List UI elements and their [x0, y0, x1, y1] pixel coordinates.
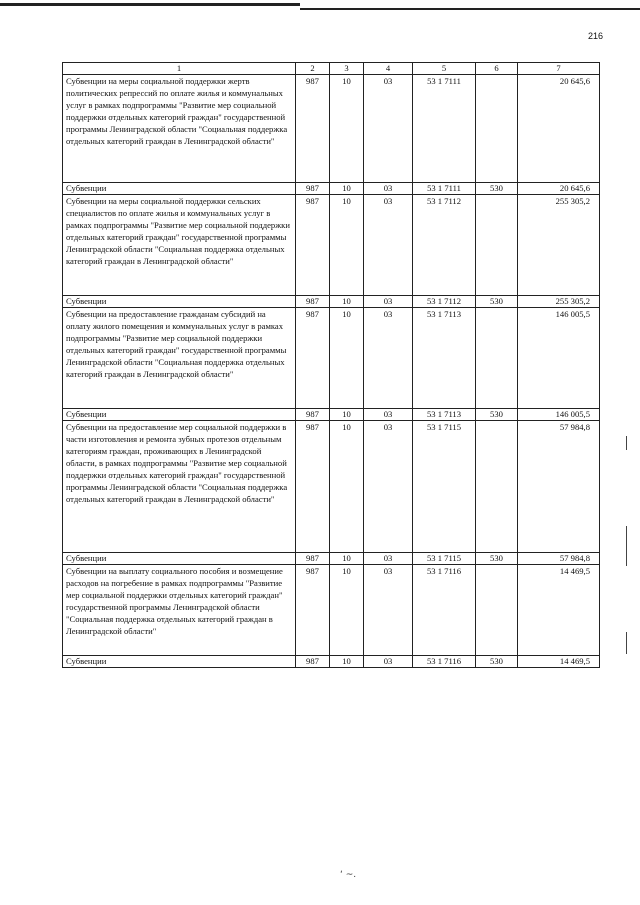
column-header: 1	[63, 63, 296, 75]
table-row	[63, 421, 600, 553]
cell-code-6: 530	[476, 409, 518, 421]
cell-code-6	[476, 75, 518, 183]
row-description: Субвенции	[63, 656, 296, 668]
cell-amount: 255 305,2	[518, 296, 600, 308]
cell-code-2: 987	[296, 308, 330, 409]
cell-amount: 20 645,6	[518, 75, 600, 183]
cell-code-3: 10	[330, 656, 364, 668]
cell-code-5: 53 1 7112	[413, 296, 476, 308]
cell-code-2: 987	[296, 553, 330, 565]
cell-code-3: 10	[330, 75, 364, 183]
row-description: Субвенции на меры социальной поддержки сельских специалистов по оплате жилья и коммунальных услуг в рамках подпрограммы "Развитие мер социальной поддержки отдельных категорий граждан" государственной программы Ленинградской области "Социальная поддержка отдельных категорий граждан в Ленинградской области"	[63, 195, 296, 296]
row-description: Субвенции	[63, 409, 296, 421]
cell-code-4: 03	[364, 421, 413, 553]
cell-amount: 57 984,8	[518, 553, 600, 565]
cell-code-5: 53 1 7115	[413, 421, 476, 553]
scan-margin-mark	[626, 526, 627, 566]
cell-code-6: 530	[476, 656, 518, 668]
cell-amount: 14 469,5	[518, 565, 600, 656]
cell-code-3: 10	[330, 421, 364, 553]
cell-code-5: 53 1 7112	[413, 195, 476, 296]
top-border-rule	[0, 3, 300, 6]
cell-code-6	[476, 565, 518, 656]
cell-code-5: 53 1 7115	[413, 553, 476, 565]
cell-code-6: 530	[476, 183, 518, 195]
cell-code-3: 10	[330, 183, 364, 195]
cell-code-5: 53 1 7113	[413, 409, 476, 421]
cell-amount: 14 469,5	[518, 656, 600, 668]
cell-code-4: 03	[364, 183, 413, 195]
column-header: 4	[364, 63, 413, 75]
cell-code-4: 03	[364, 308, 413, 409]
column-header: 5	[413, 63, 476, 75]
row-description: Субвенции	[63, 553, 296, 565]
table-row	[63, 183, 600, 195]
cell-code-3: 10	[330, 565, 364, 656]
column-header: 6	[476, 63, 518, 75]
scan-margin-mark	[626, 632, 627, 654]
cell-code-4: 03	[364, 656, 413, 668]
page-number: 216	[588, 31, 604, 41]
scan-speck: ‘ ~.	[340, 870, 357, 880]
table-row	[63, 409, 600, 421]
cell-code-6: 530	[476, 553, 518, 565]
cell-code-2: 987	[296, 421, 330, 553]
row-description: Субвенции на выплату социального пособия и возмещение расходов на погребение в рамках подпрограммы "Развитие мер социальной поддержки отдельных категорий граждан" государственной программы Ленинградской области "Социальная поддержка отдельных категорий граждан в Ленинградской области"	[63, 565, 296, 656]
cell-code-2: 987	[296, 75, 330, 183]
cell-code-3: 10	[330, 195, 364, 296]
cell-code-2: 987	[296, 195, 330, 296]
cell-code-3: 10	[330, 296, 364, 308]
cell-code-2: 987	[296, 565, 330, 656]
cell-code-4: 03	[364, 409, 413, 421]
table-row	[63, 75, 600, 183]
table-header-row	[63, 63, 600, 75]
cell-code-3: 10	[330, 553, 364, 565]
cell-code-2: 987	[296, 656, 330, 668]
cell-code-6	[476, 195, 518, 296]
cell-code-5: 53 1 7116	[413, 656, 476, 668]
table-row	[63, 296, 600, 308]
cell-amount: 255 305,2	[518, 195, 600, 296]
table-row	[63, 565, 600, 656]
cell-code-2: 987	[296, 183, 330, 195]
cell-code-3: 10	[330, 409, 364, 421]
budget-table	[62, 62, 600, 668]
top-border-rule-thin	[300, 8, 640, 10]
table-row	[63, 195, 600, 296]
cell-code-4: 03	[364, 195, 413, 296]
cell-code-3: 10	[330, 308, 364, 409]
cell-amount: 146 005,5	[518, 409, 600, 421]
cell-code-4: 03	[364, 75, 413, 183]
cell-code-6: 530	[476, 296, 518, 308]
row-description: Субвенции	[63, 183, 296, 195]
column-header: 7	[518, 63, 600, 75]
cell-code-2: 987	[296, 296, 330, 308]
cell-code-6	[476, 308, 518, 409]
cell-code-5: 53 1 7116	[413, 565, 476, 656]
cell-code-2: 987	[296, 409, 330, 421]
cell-amount: 20 645,6	[518, 183, 600, 195]
column-header: 3	[330, 63, 364, 75]
row-description: Субвенции на предоставление мер социальной поддержки в части изготовления и ремонта зубных протезов отдельным категориям граждан, проживающих в Ленинградской области, в рамках подпрограммы "Развитие мер социальной поддержки отдельных категорий граждан" государственной программы Ленинградской области "Социальная поддержка отдельных категорий граждан в Ленинградской области"	[63, 421, 296, 553]
row-description: Субвенции на меры социальной поддержки жертв политических репрессий по оплате жилья и коммунальных услуг в рамках подпрограммы "Развитие мер социальной поддержки отдельных категорий граждан" государственной программы Ленинградской области "Социальная поддержка отдельных категорий граждан в Ленинградской области"	[63, 75, 296, 183]
cell-amount: 146 005,5	[518, 308, 600, 409]
column-header: 2	[296, 63, 330, 75]
cell-code-4: 03	[364, 553, 413, 565]
row-description: Субвенции	[63, 296, 296, 308]
cell-code-4: 03	[364, 565, 413, 656]
scan-margin-mark	[626, 436, 627, 450]
table-row	[63, 553, 600, 565]
table-row	[63, 656, 600, 668]
cell-code-4: 03	[364, 296, 413, 308]
cell-code-5: 53 1 7111	[413, 183, 476, 195]
cell-amount: 57 984,8	[518, 421, 600, 553]
row-description: Субвенции на предоставление гражданам субсидий на оплату жилого помещения и коммунальных услуг в рамках подпрограммы "Развитие мер социальной поддержки отдельных категорий граждан" государственной программы Ленинградской области "Социальная поддержка отдельных категорий граждан в Ленинградской области"	[63, 308, 296, 409]
table-row	[63, 308, 600, 409]
cell-code-5: 53 1 7113	[413, 308, 476, 409]
cell-code-5: 53 1 7111	[413, 75, 476, 183]
cell-code-6	[476, 421, 518, 553]
